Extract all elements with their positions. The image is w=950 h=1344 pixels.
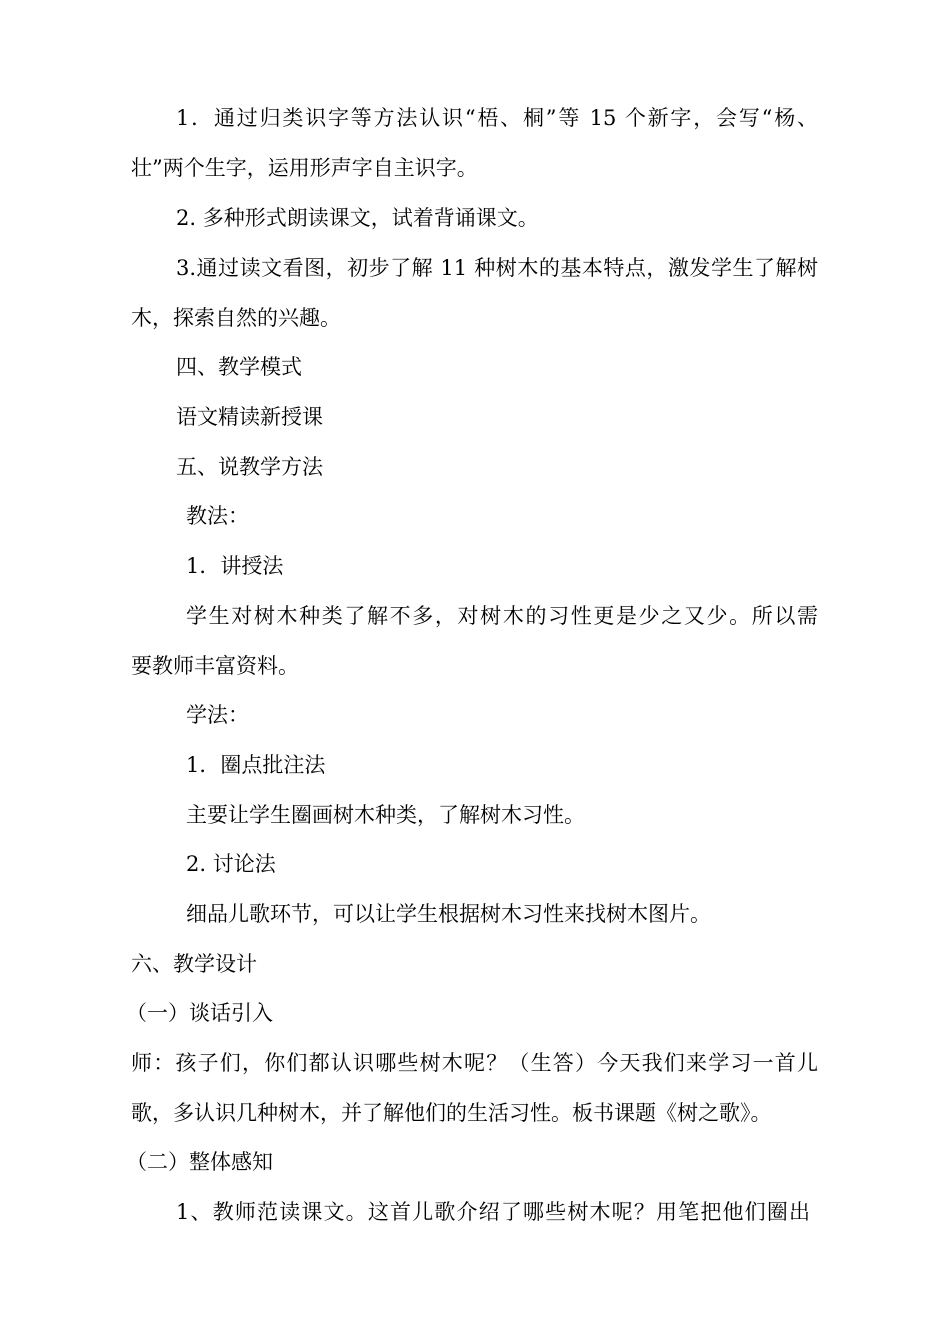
text-line: 语文精读新授课 [176,405,323,429]
text-line: 五、说教学方法 [176,455,323,479]
objective-2 [176,194,539,244]
text-line: 1．讲授法 [186,554,284,578]
text-line: 2. 讨论法 [186,852,276,876]
teaching-method-1 [186,542,283,592]
subsection-heading-overall-perception [126,1138,273,1188]
text-line: 主要让学生圈画树木种类，了解树木习性。 [186,803,585,827]
text-line: 3.通过读文看图，初步了解 11 种树木的基本特点，激发学生了解树 [176,256,818,280]
learning-method-1-desc [186,791,585,841]
text-line: 2. 多种形式朗读课文，试着背诵课文。 [176,206,539,230]
text-line: 歌，多认识几种树木，并了解他们的生活习性。板书课题《树之歌》。 [131,1101,772,1125]
text-line: 1、教师范读课文。这首儿歌介绍了哪些树木呢？用笔把他们圈出 [176,1200,810,1224]
text-line: 要教师丰富资料。 [131,654,299,678]
text-line: 木，探索自然的兴趣。 [131,306,341,330]
teacher-dialogue [131,1039,818,1089]
text-line: （一）谈话引入 [126,1001,273,1025]
overall-perception-step-1 [176,1188,810,1238]
objective-1 [176,94,818,144]
section-heading-teaching-methods [176,443,323,493]
objective-3-cont [131,294,341,344]
objective-3 [176,244,818,294]
learning-method-label [186,691,249,741]
text-line: 1．通过归类识字等方法认识“梧、桐”等 15 个新字，会写“杨、 [176,106,818,130]
section-heading-teaching-design [131,940,257,990]
objective-1-cont [131,144,478,194]
text-line: 学生对树木种类了解不多，对树木的习性更是少之又少。所以需 [186,604,818,628]
text-line: 教法： [186,504,249,528]
teaching-method-1-desc-cont [131,642,299,692]
text-line: 1．圈点批注法 [186,753,326,777]
teaching-method-label [186,492,249,542]
section-heading-teaching-mode [176,343,302,393]
text-line: 六、教学设计 [131,952,257,976]
teaching-method-1-desc [186,592,818,642]
subsection-heading-introduction [126,989,273,1039]
text-line: 师：孩子们，你们都认识哪些树木呢？（生答）今天我们来学习一首儿 [131,1051,818,1075]
text-line: 细品儿歌环节，可以让学生根据树木习性来找树木图片。 [186,902,711,926]
teacher-dialogue-cont [131,1089,772,1139]
text-line: 学法： [186,703,249,727]
learning-method-1 [186,741,325,791]
learning-method-2-desc [186,890,711,940]
text-line: （二）整体感知 [126,1150,273,1174]
text-line: 四、教学模式 [176,355,302,379]
text-line: 壮”两个生字，运用形声字自主识字。 [131,156,478,180]
teaching-mode-text [176,393,323,443]
learning-method-2 [186,840,276,890]
